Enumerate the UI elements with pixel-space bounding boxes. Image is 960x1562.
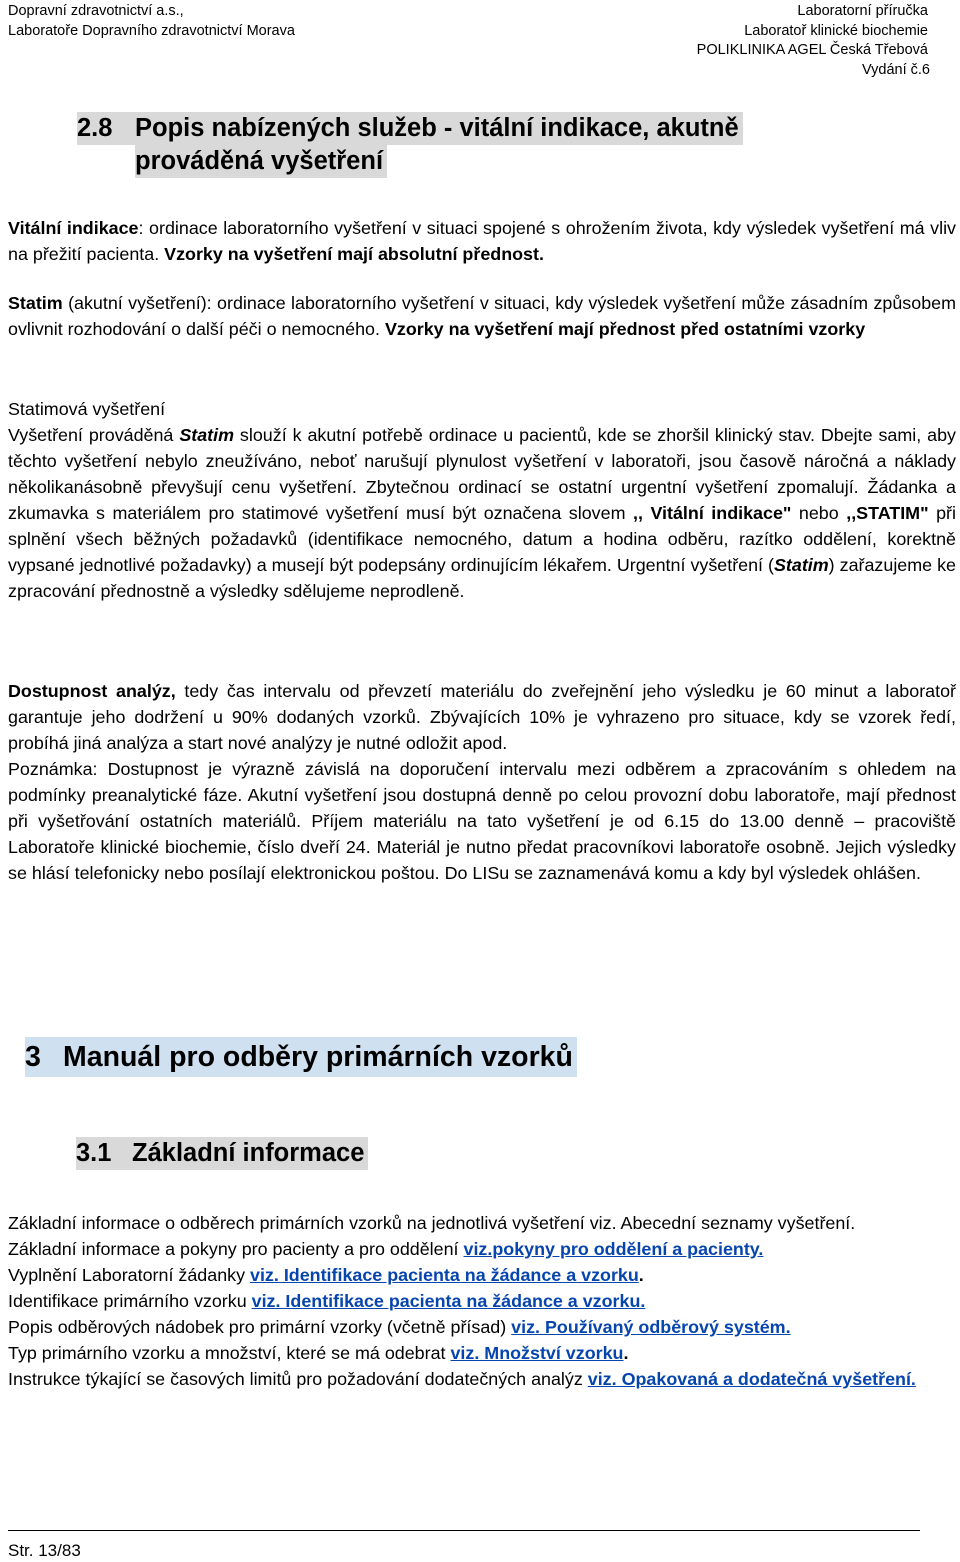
dostupnost-section (8, 678, 956, 886)
header-edition: Vydání č.6 (862, 61, 930, 78)
section-2-8-heading (77, 112, 743, 178)
section-title: Základní informace (132, 1139, 365, 1167)
vital-indication-paragraph (8, 215, 956, 267)
vital-priority: Vzorky na vyšetření mají absolutní přednost. (164, 244, 544, 264)
link-mnozstvi-vzorku[interactable]: viz. Množství vzorku (450, 1343, 624, 1363)
statim-priority: Vzorky na vyšetření mají přednost před ostatními vzorky (384, 319, 866, 339)
header-company: Dopravní zdravotnictví a.s., (8, 3, 184, 19)
info-item: Identifikace primárního vzorku viz. Identifikace pacienta na žádance a vzorku. (8, 1291, 646, 1311)
header-right (697, 2, 928, 80)
link-odberovy-system[interactable]: viz. Používaný odběrový systém. (511, 1317, 791, 1337)
statim-paragraph (8, 290, 956, 342)
header-lab: Laboratoře Dopravního zdravotnictví Morava (8, 22, 295, 39)
statimova-section (8, 396, 956, 604)
statim-label: Statim (8, 293, 63, 313)
link-identifikace-vzorku[interactable]: viz. Identifikace pacienta na žádance a vzorku. (251, 1291, 646, 1311)
chapter-title: Manuál pro odběry primárních vzorků (63, 1041, 573, 1073)
footer-divider (8, 1530, 920, 1531)
link-pokyny[interactable]: viz.pokyny pro oddělení a pacienty. (463, 1239, 764, 1259)
info-item: Základní informace o odběrech primárních vzorků na jednotlivá vyšetření viz. Abecední seznamy vyšetření. (8, 1213, 856, 1233)
dostupnost-note: Poznámka: Dostupnost je výrazně závislá na doporučení intervalu mezi odběrem a zpracováním s ohledem na podmínky preanalytické fáze. Akutní vyšetření jsou dostupná denně po celou provozní dobu laboratoře, mají přednost při vyšetřování ostatních materiálů. Příjem materiálu na tato vyšetření je od 6.15 do 13.00 denně – pracoviště Laboratoře klinické biochemie, číslo dveří 24. Materiál je nutno předat pracovníkovi laboratoře osobně. Jejich výsledky se hlásí telefonicky nebo posílají elektronickou poštou. Do LISu se zaznamenává komu a kdy byl výsledek ohlášen. (8, 759, 956, 883)
link-identifikace-zadanka[interactable]: viz. Identifikace pacienta na žádance a vzorku (250, 1265, 639, 1285)
section-3-1-heading (76, 1137, 368, 1170)
section-title-line1: Popis nabízených služeb - vitální indikace, akutně (135, 112, 743, 145)
dostupnost-text: Dostupnost analýz, tedy čas intervalu od převzetí materiálu do zveřejnění jeho výsledku je 60 minut a laboratoř garantuje jeho dodržení u 90% dodaných vzorků. Zbývajících 10% je vyhrazeno pro situace, kdy se vzorek ředí, probíhá jiná analýza a start nové analýzy je nutné odložit apod. (8, 681, 956, 753)
info-item: Instrukce týkající se časových limitů pro požadování dodatečných analýz viz. Opakovaná a dodatečná vyšetření. (8, 1369, 916, 1389)
section-title-line2: prováděná vyšetření (135, 145, 387, 178)
info-list (8, 1210, 956, 1392)
chapter-number: 3 (25, 1041, 41, 1073)
info-item: Vyplnění Laboratorní žádanky viz. Identifikace pacienta na žádance a vzorku. (8, 1265, 644, 1285)
vital-label: Vitální indikace (8, 218, 139, 238)
header-doc-title: Laboratorní příručka (797, 3, 928, 19)
statim-text: (akutní vyšetření): ordinace laboratorního vyšetření v situaci, kdy výsledek vyšetření může zásadním způsobem ovlivnit rozhodování o další péči o nemocného. (8, 293, 956, 339)
header-department: Laboratoř klinické biochemie (744, 22, 928, 39)
vital-text: : ordinace laboratorního vyšetření v situaci spojené s ohrožením života, kdy výsledek vyšetření má vliv na přežití pacienta. (8, 218, 956, 264)
section-number: 3.1 (76, 1139, 112, 1167)
info-item: Popis odběrových nádobek pro primární vzorky (včetně přísad) viz. Používaný odběrový systém. (8, 1317, 791, 1337)
header-left (8, 2, 295, 41)
section-number: 2.8 (77, 112, 135, 145)
link-opakovana-vysetreni[interactable]: viz. Opakovaná a dodatečná vyšetření. (587, 1369, 916, 1389)
info-item: Základní informace a pokyny pro pacienty a pro oddělení viz.pokyny pro oddělení a pacienty. (8, 1239, 764, 1259)
statimova-heading: Statimová vyšetření (8, 399, 166, 419)
header-clinic: POLIKLINIKA AGEL Česká Třebová (696, 42, 928, 58)
statimova-text: Vyšetření prováděná Statim slouží k akutní potřebě ordinace u pacientů, kde se zhoršil klinický stav. Dbejte sami, aby těchto vyšetření nebylo zneužíváno, neboť narušují plynulost vyšetření v laboratoři, jsou časově náročná a náklady několikanásobně převyšují cenu vyšetření. Zbytečnou ordinací se ostatní urgentní vyšetření zpomalují. Žádanka a zkumavka s materiálem pro statimové vyšetření musí být označena slovem ,, Vitální indikace" nebo ,,STATIM" při splnění všech běžných požadavků (identifikace nemocného, datum a hodina odběru, razítko oddělení, korektně vypsané jednotlivé požadavky) a musejí být podepsány ordinujícím lékařem. Urgentní vyšetření (Statim) zařazujeme ke zpracování přednostně a výsledky sdělujeme neprodleně. (8, 425, 956, 601)
info-item: Typ primárního vzorku a množství, které se má odebrat viz. Množství vzorku. (8, 1343, 629, 1363)
page-number: Str. 13/83 (8, 1541, 81, 1560)
chapter-3-heading (25, 1037, 577, 1077)
